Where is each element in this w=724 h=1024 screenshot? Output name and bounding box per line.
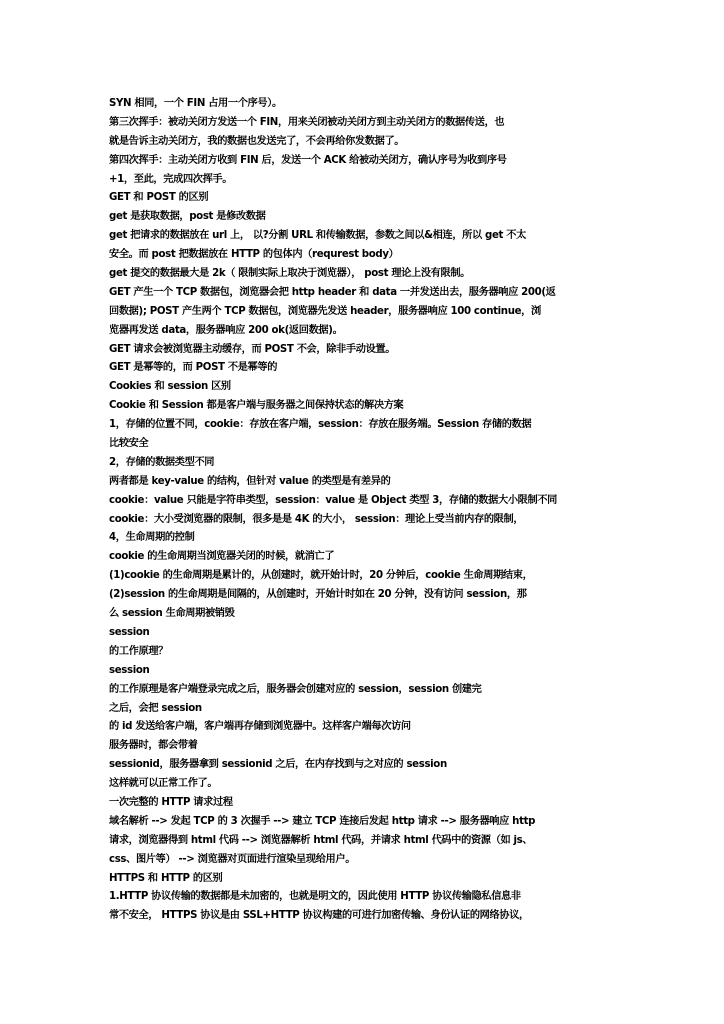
text-line: 服务器时，都会带着 bbox=[109, 740, 198, 752]
text-line: (2)session 的生命周期是间隔的，从创建时，开始计时如在 20 分钟，没有访问 session，那 bbox=[109, 589, 527, 601]
text-line: 比较安全 bbox=[109, 438, 149, 450]
text-line: cookie：大小受浏览器的限制，很多是是 4K 的大小， session：理论上受当前内存的限制， bbox=[109, 513, 524, 525]
text-line: GET 请求会被浏览器主动缓存，而 POST 不会，除非手动设置。 bbox=[109, 343, 396, 355]
text-line: 一次完整的 HTTP 请求过程 bbox=[109, 796, 233, 808]
text-line: 4，生命周期的控制 bbox=[109, 532, 195, 544]
text-line: 的工作原理是客户端登录完成之后，服务器会创建对应的 session，session 创建完 bbox=[109, 683, 482, 695]
text-line: 第三次挥手：被动关闭方发送一个 FIN，用来关闭被动关闭方到主动关闭方的数据传送，也 bbox=[109, 116, 505, 128]
text-line: session bbox=[109, 626, 150, 638]
text-line: 常不安全， HTTPS 协议是由 SSL+HTTP 协议构建的可进行加密传输、身份认证的网络协议， bbox=[109, 910, 529, 922]
text-line: 回数据); POST 产生两个 TCP 数据包，浏览器先发送 header，服务器响应 100 continue，浏 bbox=[109, 305, 541, 317]
text-line: css、图片等） --> 浏览器对页面进行渲染呈现给用户。 bbox=[109, 853, 356, 865]
text-line: 的 id 发送给客户端，客户端再存储到浏览器中。这样客户端每次访问 bbox=[109, 721, 411, 733]
text-line: 请求，浏览器得到 html 代码 --> 浏览器解析 html 代码，并请求 html 代码中的资源（如 js、 bbox=[109, 834, 533, 846]
text-line: 1，存储的位置不同，cookie：存放在客户端，session：存放在服务端。Session 存储的数据 bbox=[109, 419, 532, 431]
text-line: SYN 相同，一个 FIN 占用一个序号）。 bbox=[109, 98, 282, 109]
text-line: session bbox=[109, 664, 150, 676]
text-line: 的工作原理？ bbox=[109, 645, 169, 657]
text-line: +1，至此，完成四次挥手。 bbox=[109, 173, 233, 185]
text-line: 就是告诉主动关闭方，我的数据也发送完了，不会再给你发数据了。 bbox=[109, 135, 405, 147]
text-line: 第四次挥手：主动关闭方收到 FIN 后，发送一个 ACK 给被动关闭方，确认序号为收到序号 bbox=[109, 154, 507, 166]
text-line: 之后，会把 session bbox=[109, 702, 202, 714]
text-line: HTTPS 和 HTTP 的区别 bbox=[109, 872, 223, 884]
text-line: cookie 的生命周期当浏览器关闭的时候，就消亡了 bbox=[109, 551, 335, 563]
text-line: cookie：value 只能是字符串类型，session：value 是 Object 类型 3，存储的数据大小限制不同 bbox=[109, 494, 558, 506]
text-line: Cookie 和 Session 都是客户端与服务器之间保持状态的解决方案 bbox=[109, 400, 404, 412]
text-line: Cookies 和 session 区别 bbox=[109, 381, 231, 393]
text-line: 2，存储的数据类型不同 bbox=[109, 456, 215, 468]
text-line: 这样就可以正常工作了。 bbox=[109, 778, 218, 790]
text-line: get 把请求的数据放在 url 上， 以?分割 URL 和传输数据，参数之间以&相连，所以 get 不太 bbox=[109, 230, 526, 242]
text-line: get 是获取数据，post 是修改数据 bbox=[109, 211, 266, 223]
text-line: 两者都是 key-value 的结构，但针对 value 的类型是有差异的 bbox=[109, 475, 391, 487]
text-line: 1.HTTP 协议传输的数据都是未加密的，也就是明文的，因此使用 HTTP 协议传输隐私信息非 bbox=[109, 891, 521, 903]
text-line: (1)cookie 的生命周期是累计的，从创建时，就开始计时，20 分钟后，cookie 生命周期结束， bbox=[109, 570, 533, 582]
text-line: 么 session 生命周期被销毁 bbox=[109, 608, 235, 620]
text-line: 览器再发送 data，服务器响应 200 ok(返回数据)。 bbox=[109, 324, 343, 336]
text-line: sessionid，服务器拿到 sessionid 之后，在内存找到与之对应的 session bbox=[109, 759, 447, 771]
text-line: 域名解析 --> 发起 TCP 的 3 次握手 --> 建立 TCP 连接后发起 http 请求 --> 服务器响应 http bbox=[109, 815, 536, 827]
text-line: get 提交的数据最大是 2k（ 限制实际上取决于浏览器）， post 理论上没有限制。 bbox=[109, 268, 471, 280]
text-line: GET 是幂等的，而 POST 不是幂等的 bbox=[109, 362, 278, 374]
text-line: 安全。而 post 把数据放在 HTTP 的包体内（requrest body） bbox=[109, 249, 399, 261]
document-page bbox=[109, 95, 609, 926]
text-line: GET 和 POST 的区别 bbox=[109, 192, 209, 204]
text-line: GET 产生一个 TCP 数据包，浏览器会把 http header 和 data 一并发送出去，服务器响应 200(返 bbox=[109, 286, 556, 298]
